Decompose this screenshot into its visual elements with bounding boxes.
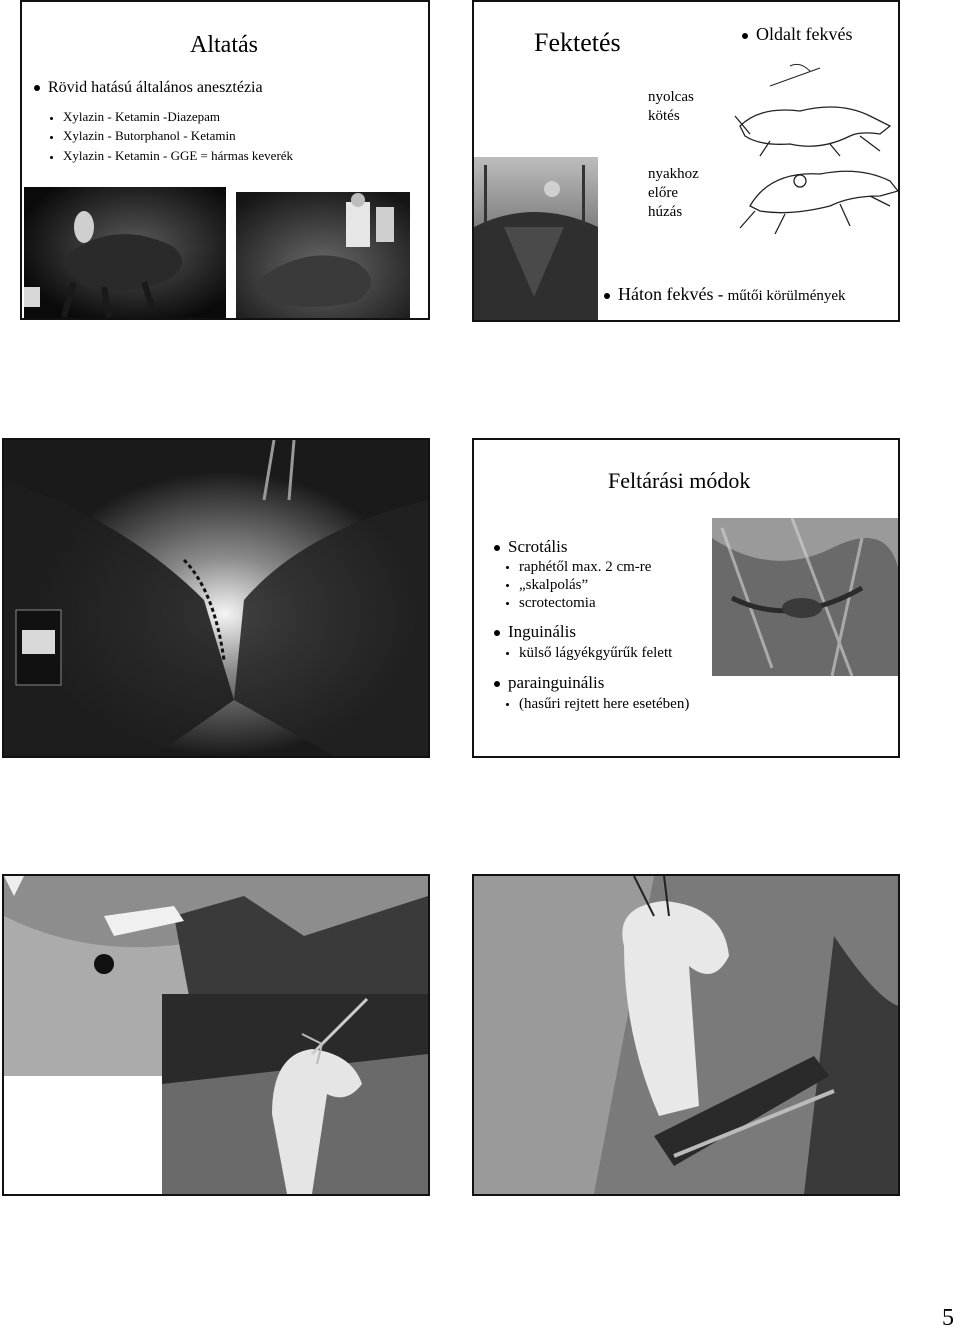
sub-bullet: külső lágyékgyűrűk felett [506,645,672,662]
scrotal-incision-photo [712,518,900,676]
page-number: 5 [942,1305,954,1331]
slide-emasculator-photo [472,874,900,1196]
horse-falling-photo [24,187,226,320]
slide-fektetes [472,0,900,322]
horse-surgery-photo [4,440,428,756]
neck-pull-label: nyakhoz előre húzás [648,166,699,220]
horse-table-photo [474,157,598,322]
sub-bullet: (hasűri rejtett here esetében) [506,696,689,713]
horse-tying-drawing [730,56,900,238]
horse-lying-photo [236,192,410,320]
item-parainguinalis: parainguinális [494,673,604,693]
slide-feltarasi-modok [472,438,900,758]
item-inguinalis: Inguinális [494,622,576,642]
bullet-anesthesia [34,79,263,97]
bullet-text: Rövid hatású általános anesztézia [48,79,263,96]
sub-bullet: raphétől max. 2 cm-re [506,559,651,576]
side-position-label: Oldalt fekvés [742,24,852,45]
figure-eight-label: nyolcas kötés [648,89,694,124]
slide-title: Fektetés [534,28,621,57]
slide-title: Feltárási módok [608,468,751,493]
sub-bullet-2: Xylazin - Butorphanol - Ketamin [50,128,236,144]
emasculator-photo [474,876,898,1194]
bullet-dot [34,85,40,91]
slide-altatas [20,0,430,320]
slide-surgery-photo [2,438,430,758]
testis-forceps-photo [162,994,428,1194]
slide-testis-photos [2,874,430,1196]
sub-bullet: scrotectomia [506,595,596,612]
item-scrotalis: Scrotális [494,537,568,557]
back-position-label: Háton fekvés - műtői körülmények [604,284,846,305]
white-block [4,1076,162,1194]
sub-bullet-1: Xylazin - Ketamin -Diazepam [50,109,220,125]
slide-title: Altatás [190,32,258,58]
sub-bullet: „skalpolás” [506,577,588,594]
sub-bullet-3: Xylazin - Ketamin - GGE = hármas keverék [50,148,293,164]
